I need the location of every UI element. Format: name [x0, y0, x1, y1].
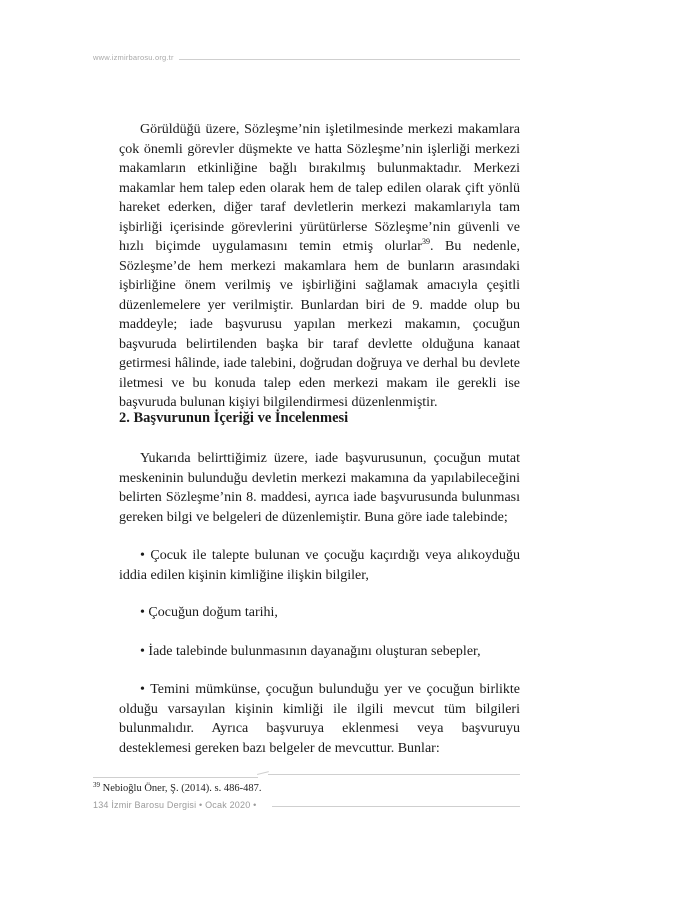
paragraph-1 [119, 120, 520, 413]
page-footer: 134 İzmir Barosu Dergisi • Ocak 2020 • [93, 800, 257, 810]
bullet-item-1-text: • Çocuk ile talepte bulunan ve çocuğu kaçırdığı veya alıkoyduğu iddia edilen kişinin kimliğine ilişkin bilgiler, [119, 548, 520, 583]
footnote-rule-left [93, 777, 258, 778]
paragraph-2-text: Yukarıda belirttiğimiz üzere, iade başvurusunun, çocuğun mutat meskeninin bulunduğu devletin merkezi makamına da yapılabileceğini belirten Sözleşme’nin 8. maddesi, ayrıca iade başvurusunda bulunması gereken bilgi ve belgeleri de düzenlemiştir. Buna göre iade talebinde; [119, 451, 520, 525]
footnote-text: Nebioğlu Öner, Ş. (2014). s. 486-487. [102, 783, 262, 794]
section-heading: 2. Başvurunun İçeriği ve İncelenmesi [119, 410, 349, 426]
bullet-item-3-text: • İade talebinde bulunmasının dayanağını oluşturan sebepler, [140, 644, 481, 659]
header-url: www.izmirbarosu.org.tr [93, 53, 174, 62]
footnote-number: 39 [93, 781, 100, 789]
bullet-item-2-text: • Çocuğun doğum tarihi, [140, 605, 278, 620]
footnote-rule-right [268, 774, 520, 775]
header-rule [179, 59, 520, 60]
bullet-item-2 [119, 603, 520, 623]
paragraph-1-text-a: Görüldüğü üzere, Sözleşme’nin işletilmesinde merkezi makamlara çok önemli görevler düşmekte ve hatta Sözleşme’nin işlerliği merkezi makamların etkinliğine bağlı bırakılmış bulunmaktadır. Merkezi makamlar hem talep eden olarak hem de talep edilen olarak çift yönlü hareket ederken, diğer taraf devletlerin merkezi makamlarıyla tam işbirliği içerisinde görevlerini yürütürlerse Sözleşme’nin güvenli ve hızlı biçimde uygulamasını temin etmiş olurlar [119, 122, 520, 254]
bullet-item-4 [119, 680, 520, 758]
bullet-item-3 [119, 642, 520, 662]
bullet-item-4-text: • Temini mümkünse, çocuğun bulunduğu yer ve çocuğun birlikte olduğu varsayılan kişinin kimliği ile ilgili mevcut tüm bilgileri bulunmalıdır. Ayrıca başvuruya eklenmesi veya başvuruyu desteklemesi gereken bazı belgeler de mevcuttur. Bunlar: [119, 682, 520, 756]
paragraph-1-text-b: . Bu nedenle, Sözleşme’de hem merkezi makamlara hem de bunların arasındaki işbirliğine önem verilmiş ve işbirliğini sağlamak amacıyla çeşitli düzenlemelere yer verilmiştir. Bunlardan biri de 9. madde olup bu maddeyle; iade başvurusu yapılan merkezi makamın, çocuğun başvuruda belirtilenden başka bir taraf devlette olduğuna kanaat getirmesi hâlinde, iade talebini, doğrudan doğruya ve derhal bu devlete iletmesi ve bu konuda talep eden merkezi makam ile gerekli ise başvuruda bulunan kişiyi bilgilendirmesi düzenlenmiştir. [119, 239, 520, 410]
paragraph-2 [119, 449, 520, 527]
bullet-item-1 [119, 546, 520, 585]
footnote-ref-39[interactable]: 39 [421, 237, 430, 246]
footer-rule [272, 806, 520, 807]
footnote [93, 783, 261, 794]
